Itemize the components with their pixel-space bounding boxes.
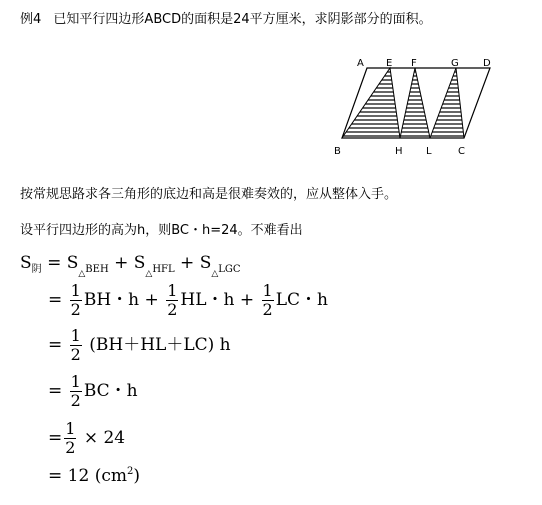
label-l: L bbox=[426, 146, 432, 157]
label-e: E bbox=[386, 58, 393, 69]
setup-text: 设平行四边形的高为h，则BC・h=24。不难看出 bbox=[20, 223, 303, 238]
label-c: C bbox=[458, 146, 465, 157]
triangle-lgc bbox=[430, 68, 464, 138]
label-f: F bbox=[411, 58, 417, 69]
label-b: B bbox=[334, 146, 341, 157]
label-a: A bbox=[357, 58, 364, 69]
label-h: H bbox=[395, 146, 403, 157]
equation-line-3: = $\frac{1}{2}$ (BH＋HL＋LC) h bbox=[48, 326, 231, 364]
triangle-beh bbox=[342, 68, 400, 138]
triangle-hfl bbox=[400, 68, 430, 138]
problem-label: 例4 bbox=[20, 12, 42, 27]
parallelogram-figure bbox=[330, 58, 505, 163]
equation-line-5: = $\frac{1}{2}$ × 24 bbox=[48, 419, 126, 457]
equation-line-1: $S_阴 = S_{\triangle BEH} + S_{\triangle HFL} + S_{\triangle LGC}$ bbox=[20, 253, 241, 279]
problem-heading bbox=[20, 8, 432, 27]
equation-line-2: = $\frac{1}{2}$ BH・h + $\frac{1}{2}$ HL・h + $\frac{1}{2}$ LC・h bbox=[48, 281, 328, 319]
equation-line-4: = $\frac{1}{2}$ BC・h bbox=[48, 372, 138, 410]
equation-line-6: = 12 $(cm^2)$ bbox=[48, 466, 140, 486]
problem-statement: 已知平行四边形ABCD的面积是24平方厘米，求阴影部分的面积。 bbox=[53, 12, 432, 27]
label-g: G bbox=[451, 58, 459, 69]
approach-text: 按常规思路求各三角形的底边和高是很难奏效的，应从整体入手。 bbox=[20, 187, 398, 202]
label-d: D bbox=[483, 58, 491, 69]
